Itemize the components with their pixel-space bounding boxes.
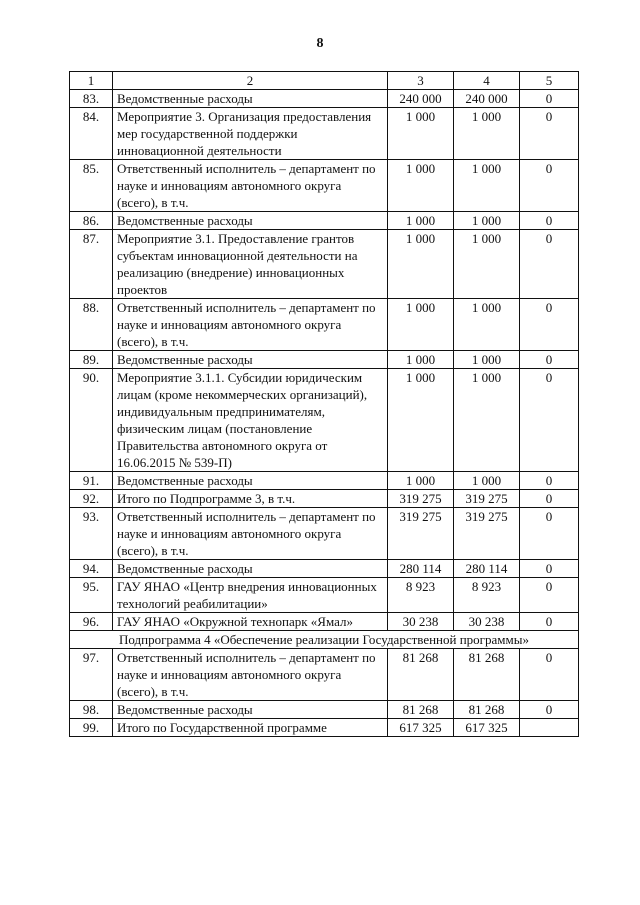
row-value-col3: 319 275 bbox=[388, 490, 454, 508]
column-header-2: 2 bbox=[113, 72, 388, 90]
budget-table-body bbox=[70, 72, 579, 737]
row-description: ГАУ ЯНАО «Центр внедрения инновационных технологий реабилитации» bbox=[113, 578, 388, 613]
row-value-col3: 319 275 bbox=[388, 508, 454, 560]
row-value-col5: 0 bbox=[520, 299, 579, 351]
row-number: 86. bbox=[70, 212, 113, 230]
column-header-4: 4 bbox=[454, 72, 520, 90]
row-value-col4: 1 000 bbox=[454, 299, 520, 351]
table-row bbox=[70, 490, 579, 508]
row-number: 89. bbox=[70, 351, 113, 369]
row-value-col5: 0 bbox=[520, 613, 579, 631]
row-value-col5: 0 bbox=[520, 701, 579, 719]
row-value-col3: 617 325 bbox=[388, 719, 454, 737]
row-number: 83. bbox=[70, 90, 113, 108]
row-value-col4: 319 275 bbox=[454, 508, 520, 560]
row-value-col5: 0 bbox=[520, 649, 579, 701]
row-value-col3: 81 268 bbox=[388, 649, 454, 701]
row-value-col4: 1 000 bbox=[454, 230, 520, 299]
table-row bbox=[70, 719, 579, 737]
row-value-col4: 240 000 bbox=[454, 90, 520, 108]
row-number: 85. bbox=[70, 160, 113, 212]
row-description: ГАУ ЯНАО «Окружной технопарк «Ямал» bbox=[113, 613, 388, 631]
row-number: 94. bbox=[70, 560, 113, 578]
row-value-col4: 1 000 bbox=[454, 108, 520, 160]
row-value-col4: 8 923 bbox=[454, 578, 520, 613]
table-row bbox=[70, 578, 579, 613]
row-value-col3: 1 000 bbox=[388, 212, 454, 230]
row-value-col4: 1 000 bbox=[454, 212, 520, 230]
row-value-col3: 1 000 bbox=[388, 472, 454, 490]
row-value-col3: 1 000 bbox=[388, 230, 454, 299]
row-description: Ведомственные расходы bbox=[113, 90, 388, 108]
row-value-col4: 1 000 bbox=[454, 472, 520, 490]
row-value-col5: 0 bbox=[520, 560, 579, 578]
row-description: Итого по Подпрограмме 3, в т.ч. bbox=[113, 490, 388, 508]
row-value-col3: 1 000 bbox=[388, 160, 454, 212]
row-number: 98. bbox=[70, 701, 113, 719]
row-number: 92. bbox=[70, 490, 113, 508]
table-row bbox=[70, 90, 579, 108]
row-value-col5: 0 bbox=[520, 212, 579, 230]
row-value-col4: 319 275 bbox=[454, 490, 520, 508]
row-description: Итого по Государственной программе bbox=[113, 719, 388, 737]
row-value-col3: 8 923 bbox=[388, 578, 454, 613]
row-number: 97. bbox=[70, 649, 113, 701]
table-row bbox=[70, 212, 579, 230]
row-description: Ответственный исполнитель – департамент по науке и инновациям автономного округа (всего), в т.ч. bbox=[113, 649, 388, 701]
table-row bbox=[70, 369, 579, 472]
column-header-5: 5 bbox=[520, 72, 579, 90]
row-value-col5: 0 bbox=[520, 230, 579, 299]
row-value-col5: 0 bbox=[520, 490, 579, 508]
row-value-col4: 30 238 bbox=[454, 613, 520, 631]
row-value-col5: 0 bbox=[520, 351, 579, 369]
row-number: 99. bbox=[70, 719, 113, 737]
table-row bbox=[70, 160, 579, 212]
row-value-col5: 0 bbox=[520, 160, 579, 212]
row-description: Ведомственные расходы bbox=[113, 351, 388, 369]
row-description: Мероприятие 3.1. Предоставление грантов субъектам инновационной деятельности на реализацию (внедрение) инновационных проектов bbox=[113, 230, 388, 299]
row-value-col5: 0 bbox=[520, 472, 579, 490]
table-row bbox=[70, 472, 579, 490]
row-number: 84. bbox=[70, 108, 113, 160]
section-title: Подпрограмма 4 «Обеспечение реализации Государственной программы» bbox=[70, 631, 579, 649]
row-value-col4: 617 325 bbox=[454, 719, 520, 737]
column-header-1: 1 bbox=[70, 72, 113, 90]
budget-table bbox=[69, 71, 579, 737]
row-description: Ведомственные расходы bbox=[113, 472, 388, 490]
row-number: 96. bbox=[70, 613, 113, 631]
row-value-col3: 81 268 bbox=[388, 701, 454, 719]
row-value-col5: 0 bbox=[520, 90, 579, 108]
row-value-col5: 0 bbox=[520, 369, 579, 472]
row-description: Мероприятие 3.1.1. Субсидии юридическим лицам (кроме некоммерческих организаций), индивидуальным предпринимателям, физическим лицам (постановление Правительства автономного округа от 16.06.2015 № 539-П) bbox=[113, 369, 388, 472]
column-header-3: 3 bbox=[388, 72, 454, 90]
section-row bbox=[70, 631, 579, 649]
row-value-col3: 1 000 bbox=[388, 369, 454, 472]
table-row bbox=[70, 230, 579, 299]
row-value-col3: 1 000 bbox=[388, 351, 454, 369]
row-value-col4: 81 268 bbox=[454, 649, 520, 701]
row-value-col4: 280 114 bbox=[454, 560, 520, 578]
row-value-col5: 0 bbox=[520, 578, 579, 613]
row-value-col4: 1 000 bbox=[454, 160, 520, 212]
row-value-col5 bbox=[520, 719, 579, 737]
row-number: 95. bbox=[70, 578, 113, 613]
row-value-col3: 30 238 bbox=[388, 613, 454, 631]
row-description: Мероприятие 3. Организация предоставления мер государственной поддержки инновационной деятельности bbox=[113, 108, 388, 160]
row-description: Ведомственные расходы bbox=[113, 701, 388, 719]
row-value-col3: 1 000 bbox=[388, 108, 454, 160]
row-number: 90. bbox=[70, 369, 113, 472]
row-value-col3: 1 000 bbox=[388, 299, 454, 351]
table-row bbox=[70, 508, 579, 560]
row-number: 91. bbox=[70, 472, 113, 490]
row-number: 87. bbox=[70, 230, 113, 299]
row-description: Ведомственные расходы bbox=[113, 212, 388, 230]
row-value-col3: 240 000 bbox=[388, 90, 454, 108]
row-description: Ответственный исполнитель – департамент по науке и инновациям автономного округа (всего), в т.ч. bbox=[113, 299, 388, 351]
row-description: Ответственный исполнитель – департамент по науке и инновациям автономного округа (всего), в т.ч. bbox=[113, 508, 388, 560]
table-header-row bbox=[70, 72, 579, 90]
row-value-col4: 81 268 bbox=[454, 701, 520, 719]
row-number: 88. bbox=[70, 299, 113, 351]
table-row bbox=[70, 560, 579, 578]
table-row bbox=[70, 613, 579, 631]
row-value-col3: 280 114 bbox=[388, 560, 454, 578]
row-value-col5: 0 bbox=[520, 108, 579, 160]
row-description: Ведомственные расходы bbox=[113, 560, 388, 578]
row-value-col4: 1 000 bbox=[454, 369, 520, 472]
table-row bbox=[70, 649, 579, 701]
table-row bbox=[70, 351, 579, 369]
table-row bbox=[70, 701, 579, 719]
row-value-col5: 0 bbox=[520, 508, 579, 560]
row-number: 93. bbox=[70, 508, 113, 560]
row-description: Ответственный исполнитель – департамент по науке и инновациям автономного округа (всего), в т.ч. bbox=[113, 160, 388, 212]
table-row bbox=[70, 108, 579, 160]
row-value-col4: 1 000 bbox=[454, 351, 520, 369]
page-number: 8 bbox=[316, 36, 324, 51]
table-row bbox=[70, 299, 579, 351]
